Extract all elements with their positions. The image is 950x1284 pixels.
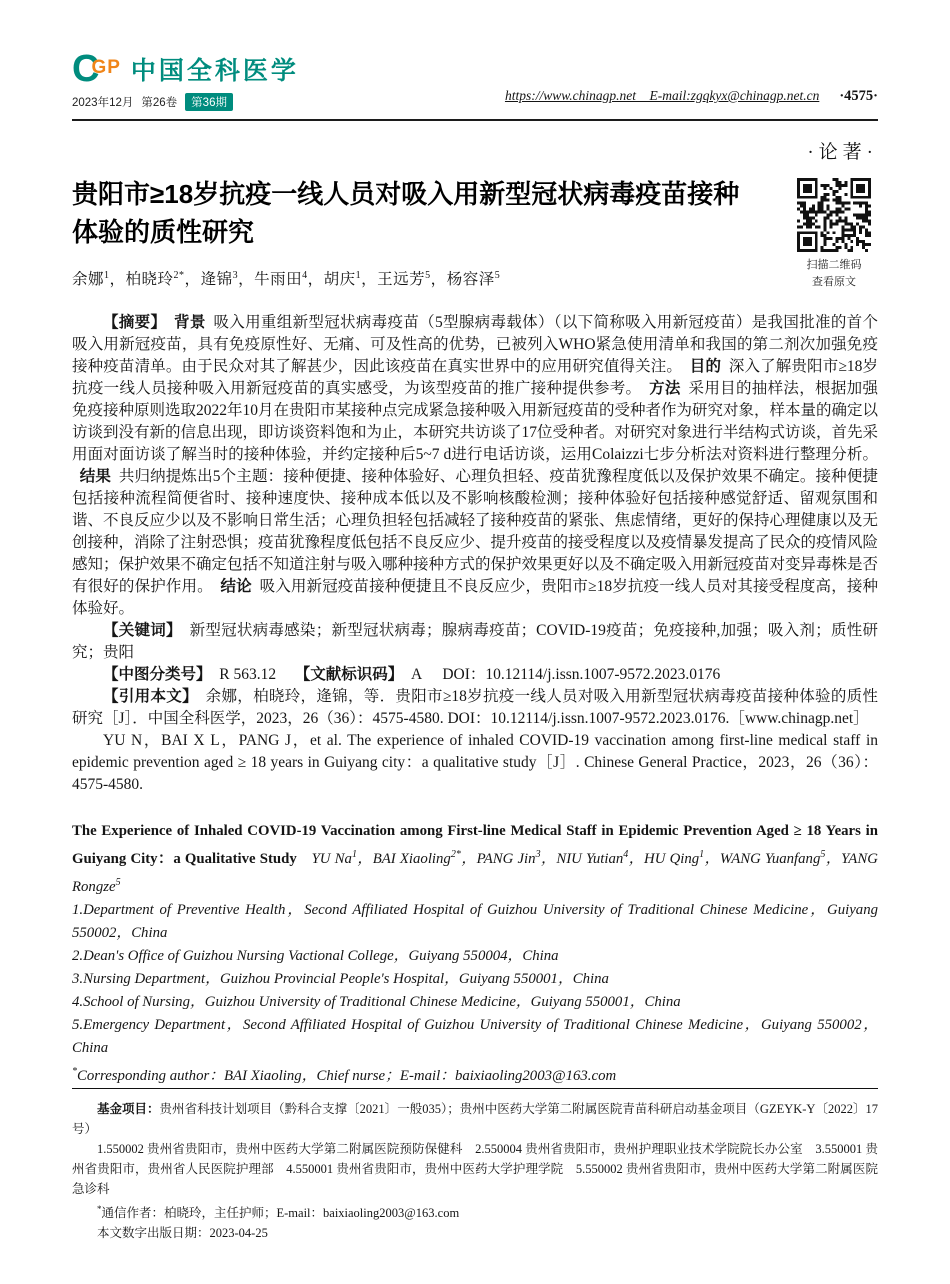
article-title: 贵阳市≥18岁抗疫一线人员对吸入用新型冠状病毒疫苗接种体验的质性研究 [72, 179, 740, 247]
keywords-paragraph [72, 620, 878, 664]
author-affil-sup: 2* [173, 270, 185, 282]
author-name: 牛雨田 [254, 271, 303, 289]
english-affiliation-5: 5.Emergency Department，Second Affiliated Hospital of Guizhou University of Traditional Chinese Medicine，Guiyang 550002，China [72, 1016, 878, 1056]
english-affiliation-3: 3.Nursing Department，Guizhou Provincial People's Hospital，Guiyang 550001，China [72, 970, 609, 987]
journal-brand [72, 50, 299, 111]
doc-code-value: A [410, 666, 423, 683]
fund-text: 贵州省科技计划项目（黔科合支撑〔2021〕一般035）；贵州中医药大学第二附属医院青苗科研启动基金项目（GZEYK-Y〔2022〕17号） [72, 1102, 878, 1136]
author-name: 王远芳 [377, 271, 426, 289]
english-corresponding-line [72, 1060, 878, 1088]
author-name: 柏晓玲 [125, 271, 174, 289]
masthead-right [505, 84, 878, 111]
citation-en-paragraph: YU N，BAI X L，PANG J，et al. The experience of inhaled COVID-19 vaccination among first-line medical staff in epidemic prevention aged ≥ 18 years in Guiyang city：a qualitative study［J］. Chinese General Practice，2023，26（36）：4575-4580. [72, 732, 878, 793]
author-name: 逄锦 [200, 271, 233, 289]
author-separator: ， [540, 850, 557, 867]
abstract-paragraph [72, 312, 878, 620]
logo-letter-c: C [72, 48, 100, 90]
author-name: 胡庆 [323, 271, 356, 289]
qr-caption-line1: 扫描二维码 [806, 259, 862, 271]
author-separator: ， [361, 271, 378, 289]
corresponding-star: * [72, 1065, 77, 1077]
abstract-head-conclusion: 结论 [220, 578, 252, 595]
article-front-matter [72, 312, 878, 796]
english-affiliation-4: 4.School of Nursing，Guizhou University of Traditional Chinese Medicine，Guiyang 550001，China [72, 993, 681, 1010]
issue-volume: 第26卷 [141, 97, 178, 109]
logo-row [72, 50, 299, 88]
author-list-cn [72, 267, 764, 289]
author-affil-sup: 5 [820, 849, 826, 860]
qr-caption-line2: 查看原文 [812, 275, 856, 288]
author-name: 余娜 [72, 271, 105, 289]
author-name-en: WANG Yuanfang [719, 850, 821, 867]
header-divider [72, 119, 878, 121]
fund-note [72, 1099, 878, 1139]
author-name-en: HU Qing [644, 850, 700, 867]
author-separator: ， [356, 850, 373, 867]
author-name-en: YANG Rongze [72, 850, 878, 895]
citation-cn-text: 余娜，柏晓玲，逄锦，等．贵阳市≥18岁抗疫一线人员对吸入用新型冠状病毒疫苗接种体验的质性研究［J］．中国全科医学，2023，26（36）：4575-4580. DOI：10.12114/j.issn.1007-9572.2023.0176.［www.chinagp.net］ [72, 688, 878, 727]
author-affil-sup: 1 [104, 270, 110, 282]
abstract-head-methods: 方法 [649, 380, 681, 397]
clc-value: R 563.12 [219, 666, 277, 683]
logo-letters-gp: GP [91, 57, 121, 78]
author-separator: ， [704, 850, 720, 867]
author-separator: ， [307, 271, 324, 289]
english-corresponding-text: Corresponding author：BAI Xiaoling，Chief nurse；E-mail：baixiaoling2003@163.com [77, 1067, 617, 1084]
author-affil-sup: 3 [232, 270, 239, 282]
author-separator: ， [825, 850, 842, 867]
english-title: The Experience of Inhaled COVID-19 Vaccination among First-line Medical Staff in Epidemic Prevention Aged ≥ 18 Years in Guiyang City：a Qualitative Study [72, 823, 878, 867]
author-separator: ， [430, 271, 447, 289]
author-separator: ， [460, 850, 477, 867]
abstract-text-conclusion: 吸入用新冠疫苗接种便捷且不良反应少，贵阳市≥18岁抗疫一线人员对其接受程度高，接种体验好。 [72, 578, 878, 617]
author-name-en: YU Na [311, 850, 352, 867]
author-separator: ， [238, 271, 255, 289]
author-affil-sup: 5 [115, 876, 121, 888]
publish-date-note: 本文数字出版日期：2023-04-25 [97, 1226, 268, 1241]
author-affil-sup: 2* [450, 849, 461, 860]
author-separator: ， [109, 271, 126, 289]
corresponding-cn-note [72, 1199, 878, 1223]
keywords-text: 新型冠状病毒感染；新型冠状病毒；腺病毒疫苗；COVID-19疫苗；免疫接种,加强；吸入剂；质性研究；贵阳 [72, 622, 878, 661]
author-separator: ， [628, 850, 645, 867]
qr-caption [790, 257, 878, 290]
journal-masthead [72, 50, 878, 111]
footnotes [72, 1088, 878, 1243]
author-name: 杨容泽 [446, 271, 495, 289]
english-affiliation-1: 1.Department of Preventive Health，Second Affiliated Hospital of Guizhou University of Traditional Chinese Medicine，Guiyang 550002，China [72, 901, 878, 941]
doc-code-label: 【文献标识码】 [294, 666, 404, 683]
english-block [72, 820, 878, 1088]
abstract-head-background: 背景 [174, 314, 206, 331]
author-affil-sup: 4 [623, 849, 629, 860]
issue-info [72, 93, 299, 111]
author-affil-sup: 1 [699, 849, 705, 860]
page-number: ·4575· [839, 88, 878, 104]
keywords-label: 【关键词】 [103, 622, 182, 639]
qr-pattern [797, 178, 871, 252]
author-affil-sup: 1 [355, 270, 362, 282]
author-affil-sup: 5 [494, 270, 501, 282]
journal-name: 中国全科医学 [130, 57, 299, 85]
abstract-text-methods: 采用目的抽样法，根据加强免疫接种原则选取2022年10月在贵阳市某接种点完成紧急接种吸入用新冠疫苗的受种者作为研究对象，样本量的确定以访谈到没有新的信息出现，即访谈资料饱和为止，本研究共访谈了17位受种者。对研究对象进行半结构式访谈，首先采用面对面访谈了解当时的接种体验，并约定接种后5~7 d进行电话访谈，运用Colaizzi七步分析法对资料进行整理分析。 [72, 380, 879, 463]
author-separator: ， [184, 271, 201, 289]
title-row [72, 176, 878, 290]
author-name-en: BAI Xiaoling [372, 850, 451, 867]
qr-block [790, 176, 878, 290]
english-affiliation-2: 2.Dean's Office of Guizhou Nursing Vactional College，Guiyang 550004，China [72, 947, 559, 964]
author-name-en: PANG Jin [476, 850, 536, 867]
author-affil-sup: 3 [535, 849, 541, 860]
author-affil-sup: 1 [351, 849, 357, 860]
qr-code-icon [797, 178, 871, 252]
issue-number-badge: 第36期 [185, 93, 233, 111]
clc-label: 【中图分类号】 [103, 666, 212, 683]
affiliations-cn-note: 1.550002 贵州省贵阳市，贵州中医药大学第二附属医院预防保健科 2.550004 贵州省贵阳市，贵州护理职业技术学院院长办公室 3.550001 贵州省贵阳市，贵州省人民医院护理部 4.550001 贵州省贵阳市，贵州中医药大学护理学院 5.550002 贵州省贵阳市，贵州中医药大学第二附属医院急诊科 [72, 1142, 878, 1196]
doi-text: DOI：10.12114/j.issn.1007-9572.2023.0176 [442, 666, 721, 683]
author-name-en: NIU Yutian [556, 850, 624, 867]
cgp-logo-icon [72, 50, 121, 88]
journal-url-link[interactable]: https://www.chinagp.net E-mail:zgqkyx@chinagp.net.cn [504, 88, 820, 103]
abstract-label: 【摘要】 [103, 314, 167, 331]
author-affil-sup: 4 [302, 270, 308, 282]
section-label: ·论著· [807, 142, 878, 163]
title-column [72, 176, 764, 290]
author-affil-sup: 5 [425, 270, 431, 282]
abstract-text-background: 吸入用重组新型冠状病毒疫苗（5型腺病毒载体）（以下简称吸入用新冠疫苗）是我国批准的首个吸入用新冠疫苗，具有免疫原性好、无痛、可及性高的优势，已被列入WHO紧急使用清单和我国的第二剂次加强免疫接种疫苗清单。由于民众对其了解甚少，因此该疫苗在真实世界中的应用研究值得关注。 [72, 314, 878, 375]
english-title-line [72, 820, 878, 899]
abstract-head-objective: 目的 [689, 358, 722, 375]
abstract-head-results: 结果 [79, 468, 112, 485]
clc-line [72, 664, 878, 686]
issue-date: 2023年12月 [72, 97, 134, 109]
abstract-text-results: 共归纳提炼出5个主题：接种便捷、接种体验好、心理负担轻、疫苗犹豫程度低以及保护效果不确定。接种便捷包括接种流程简便省时、接种速度快、接种成本低以及不影响核酸检测；接种体验好包括接种感觉舒适、留观氛围和谐、不良反应少以及不影响日常生活；心理负担轻包括减轻了接种疫苗的紧张、焦虑情绪，更好的保持心理健康以及无创接种，消除了注射恐惧；疫苗犹豫程度低包括不良反应少、提升疫苗的接受程度以及疫情暴发提高了民众的疫情风险感知；保护效果不确定包括不知道注射与吸入哪种接种方式的保护效果更好以及不确定吸入用新冠疫苗对变异毒株是否有很好的保护作用。 [72, 468, 879, 595]
fund-label: 基金项目： [97, 1102, 160, 1116]
citation-cn-paragraph [72, 686, 878, 730]
citation-cn-label: 【引用本文】 [103, 688, 198, 705]
corresponding-star: * [97, 1204, 102, 1214]
corresponding-cn-text: 通信作者：柏晓玲，主任护师；E-mail：baixiaoling2003@163.com [101, 1206, 460, 1221]
abstract-text-objective: 深入了解贵阳市≥18岁抗疫一线人员接种吸入用新冠疫苗的真实感受，为该型疫苗的推广接种提供参考。 [72, 358, 878, 397]
